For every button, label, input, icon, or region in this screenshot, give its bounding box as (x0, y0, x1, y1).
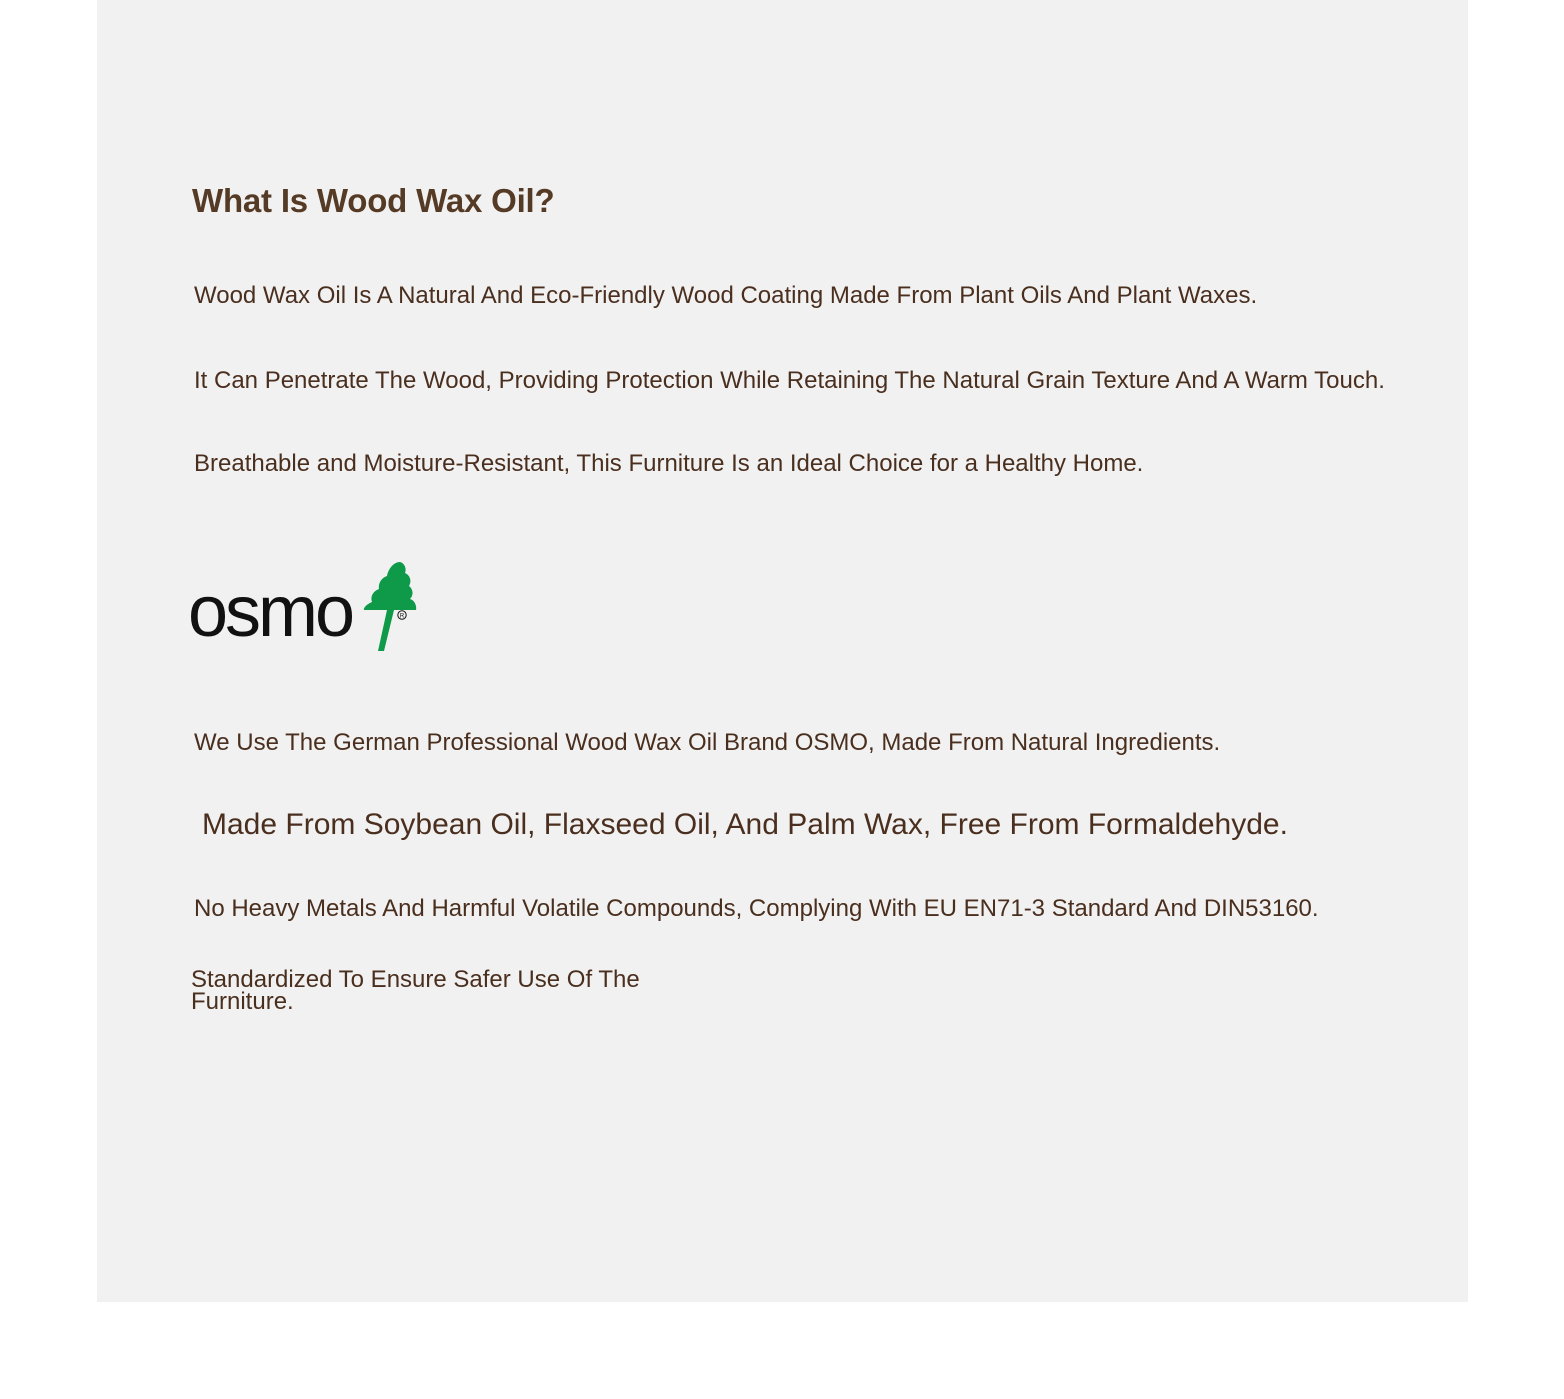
intro-line-natural-coating: Wood Wax Oil Is A Natural And Eco-Friendly Wood Coating Made From Plant Oils And Plant Waxes. (194, 282, 1258, 309)
intro-line-penetrate-wood: It Can Penetrate The Wood, Providing Protection While Retaining The Natural Grain Texture And A Warm Touch. (194, 367, 1385, 394)
intro-line-breathable: Breathable and Moisture-Resistant, This Furniture Is an Ideal Choice for a Healthy Home. (194, 450, 1144, 477)
brand-line-standards: No Heavy Metals And Harmful Volatile Compounds, Complying With EU EN71-3 Standard And DIN53160. (194, 895, 1319, 922)
osmo-logo (188, 558, 422, 656)
brand-line-ingredients: Made From Soybean Oil, Flaxseed Oil, And Palm Wax, Free From Formaldehyde. (202, 808, 1288, 841)
section-heading: What Is Wood Wax Oil? (192, 182, 555, 219)
brand-line-osmo: We Use The German Professional Wood Wax Oil Brand OSMO, Made From Natural Ingredients. (194, 729, 1221, 756)
brand-line-safer-use: Standardized To Ensure Safer Use Of The Furniture. (191, 966, 640, 1015)
osmo-wordmark: osmo (188, 572, 353, 652)
tree-icon (188, 558, 422, 656)
svg-text:R: R (399, 613, 405, 620)
